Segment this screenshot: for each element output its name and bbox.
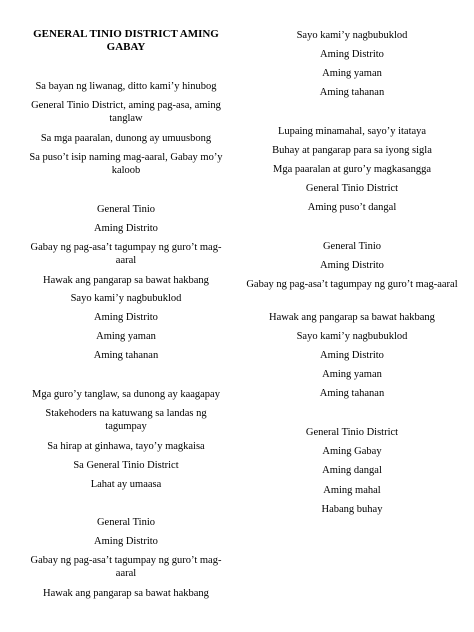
lyric-line: Aming dangal	[322, 465, 382, 476]
lyric-line: Aming yaman	[96, 331, 156, 342]
document-title: GENERAL TINIO DISTRICT AMING GABAY	[33, 28, 219, 53]
lyric-line: Habang buhay	[321, 504, 383, 515]
lyric-line: Aming mahal	[323, 485, 381, 496]
lyric-line: Hawak ang pangarap sa bawat hakbang	[43, 588, 209, 599]
lyric-line: Aming Distrito	[320, 49, 384, 60]
lyric-line: Aming Distrito	[94, 223, 158, 234]
lyric-line: Aming puso’t dangal	[307, 202, 397, 213]
lyric-line: Sa mga paaralan, dunong ay umuusbong	[40, 133, 212, 144]
lyric-line: Sayo kami’y nagbubuklod	[70, 293, 182, 304]
lyric-line: Hawak ang pangarap sa bawat hakbang	[43, 275, 209, 286]
lyric-line: Hawak ang pangarap sa bawat hakbang	[269, 312, 435, 323]
lyric-line: Aming Distrito	[320, 350, 384, 361]
lyric-line: Aming tahanan	[319, 388, 385, 399]
lyric-line: Sayo kami’y nagbubuklod	[296, 30, 408, 41]
lyric-line: Gabay ng pag-asa’t tagumpay ng guro’t mag-aaral	[246, 279, 458, 290]
lyric-line: Sa hirap at ginhawa, tayo’y magkaisa	[47, 441, 205, 452]
lyric-line: Aming Distrito	[320, 260, 384, 271]
lyric-line: Sa puso’t isip naming mag-aaral, Gabay mo’y kaloob	[29, 152, 223, 176]
lyric-line: Sa General Tinio District	[73, 460, 179, 471]
lyric-line: Aming Distrito	[94, 312, 158, 323]
lyric-line: Mga paaralan at guro’y magkasangga	[272, 164, 432, 175]
lyric-line: Aming Gabay	[322, 446, 382, 457]
lyric-line: Stakehoders na katuwang sa landas ng tagumpay	[45, 408, 207, 432]
lyric-line: Gabay ng pag-asa’t tagumpay ng guro’t mag-aaral	[30, 242, 222, 266]
lyric-line: Aming yaman	[322, 369, 382, 380]
lyric-line: Aming tahanan	[319, 87, 385, 98]
lyric-line: Aming tahanan	[93, 350, 159, 361]
lyric-line: General Tinio District	[305, 427, 399, 438]
lyric-line: General Tinio	[96, 204, 156, 215]
lyric-line: Mga guro’y tanglaw, sa dunong ay kaagapay	[32, 389, 220, 400]
lyric-line: Aming yaman	[322, 68, 382, 79]
lyric-line: General Tinio District, aming pag-asa, aming tanglaw	[31, 100, 221, 124]
lyric-line: General Tinio	[96, 517, 156, 528]
lyric-line: Sa bayan ng liwanag, ditto kami’y hinubog	[35, 81, 217, 92]
lyric-line: Lahat ay umaasa	[90, 479, 162, 490]
lyric-line: General Tinio	[322, 241, 382, 252]
lyric-line: Lupaing minamahal, sayo’y itataya	[277, 126, 427, 137]
lyric-line: Gabay ng pag-asa’t tagumpay ng guro’t mag-aaral	[30, 555, 222, 579]
lyric-line: Buhay at pangarap para sa iyong sigla	[272, 145, 432, 156]
lyric-line: Aming Distrito	[94, 536, 158, 547]
lyric-line: Sayo kami’y nagbubuklod	[296, 331, 408, 342]
lyric-line: General Tinio District	[305, 183, 399, 194]
